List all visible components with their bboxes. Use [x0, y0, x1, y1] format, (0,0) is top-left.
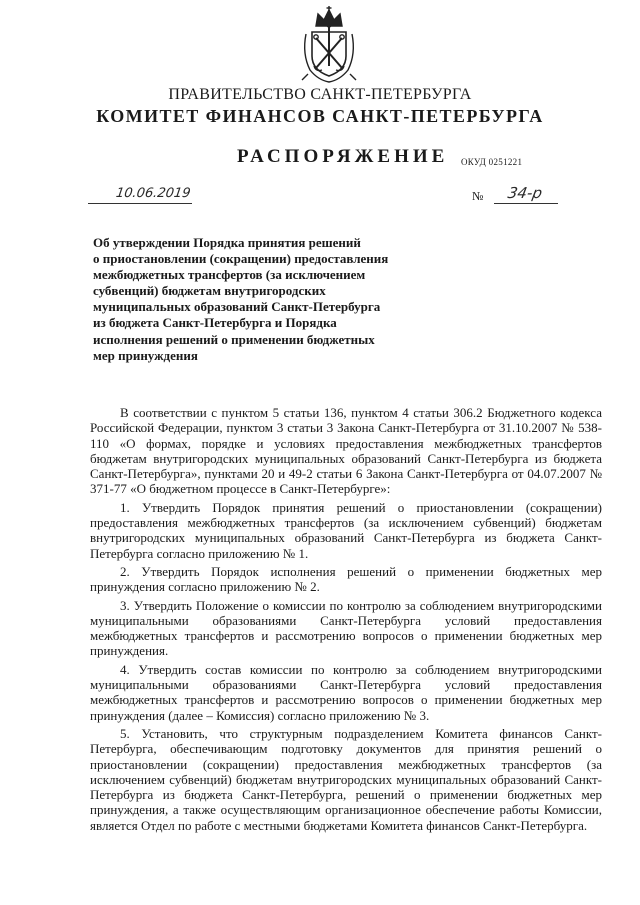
handwritten-date: 10.06.2019	[114, 186, 192, 201]
preamble-paragraph: В соответствии с пунктом 5 статьи 136, пунктом 4 статьи 306.2 Бюджетного кодекса Российской Федерации, пунктом 3 статьи 3 Закона Санкт-Петербурга от 31.10.2007 № 538-110 «О формах, порядке и условиях предоставления межбюджетных трансфертов бюджетам внутригородских муниципальных образований Санкт-Петербурга из бюджета Санкт-Петербурга», пунктами 20 и 49-2 статьи 6 Закона Санкт-Петербурга от 04.07.2007 № 371-77 «О бюджетном процессе в Санкт-Петербурге»:	[90, 405, 602, 497]
subject-line: из бюджета Санкт-Петербурга и Порядка	[93, 315, 337, 331]
number-sign: №	[472, 189, 484, 203]
subject-line: мер принуждения	[93, 347, 198, 363]
clause-paragraph: 1. Утвердить Порядок принятия решений о приостановлении (сокращении) предоставления межбюджетных трансфертов (за исключением субвенций) бюджетам внутригородских муниципальных образований Санкт-Петербурга из бюджета Санкт-Петербурга согласно приложению № 1.	[90, 499, 602, 561]
document-type-heading: РАСПОРЯЖЕНИЕ	[237, 146, 449, 167]
clause-paragraph: 2. Утвердить Порядок исполнения решений о применении бюджетных мер принуждения согласно приложению № 2.	[90, 563, 602, 595]
clause-paragraph: 3. Утвердить Положение о комиссии по контролю за соблюдением внутригородскими муниципальными образованиями Санкт-Петербурга условий предоставления межбюджетных трансфертов и рассмотрению вопросов о применении бюджетных мер принуждения.	[90, 597, 602, 659]
subject-line: исполнения решений о применении бюджетных	[93, 331, 375, 347]
document-body	[90, 405, 602, 833]
date-underline	[88, 203, 192, 204]
subject-line: субвенций) бюджетам внутригородских	[93, 283, 326, 299]
clause-paragraph: 5. Установить, что структурным подразделением Комитета финансов Санкт-Петербурга, обеспечивающим подготовку документов для принятия решений о приостановлении (сокращении) предоставления межбюджетных трансфертов (за исключением субвенций) бюджетам внутригородских муниципальных образований Санкт-Петербурга из бюджета Санкт-Петербурга, решений о применении бюджетных мер принуждения, а также осуществляющим организационное обеспечение работы Комиссии, является Отдел по работе с местными бюджетами Комитета финансов Санкт-Петербурга.	[90, 725, 602, 833]
subject-line: муниципальных образований Санкт-Петербурга	[93, 299, 381, 315]
subject-line: Об утверждении Порядка принятия решений	[93, 235, 361, 250]
subject-heading	[93, 235, 413, 364]
handwritten-number: 34-р	[506, 184, 544, 202]
number-field	[472, 186, 558, 206]
clause-paragraph: 4. Утвердить состав комиссии по контролю за соблюдением внутригородскими муниципальными образованиями Санкт-Петербурга условий предоставления межбюджетных трансфертов и рассмотрению вопросов о применении бюджетных мер принуждения (далее – Комиссия) согласно приложению № 3.	[90, 661, 602, 723]
okud-code: ОКУД 0251221	[461, 157, 523, 167]
subject-line: межбюджетных трансфертов (за исключением	[93, 267, 366, 283]
government-name: ПРАВИТЕЛЬСТВО САНКТ-ПЕТЕРБУРГА	[168, 86, 472, 103]
committee-name: КОМИТЕТ ФИНАНСОВ САНКТ-ПЕТЕРБУРГА	[96, 106, 544, 126]
st-petersburg-coat-of-arms-icon	[298, 4, 360, 84]
date-field	[88, 186, 192, 206]
subject-line: о приостановлении (сокращении) предоставления	[93, 251, 389, 267]
number-underline	[494, 203, 558, 204]
